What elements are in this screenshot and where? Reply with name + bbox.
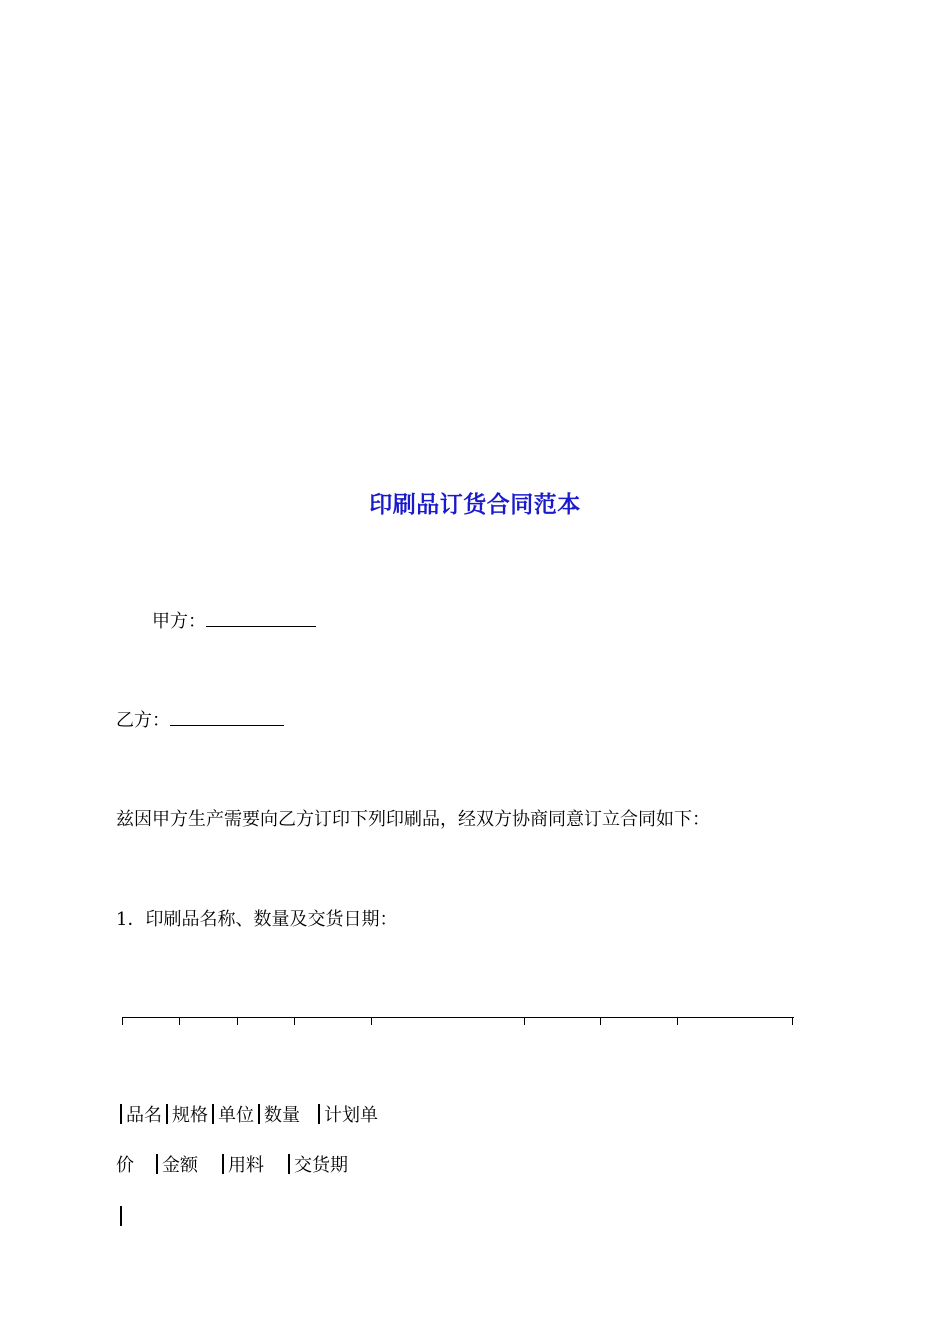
table-tick <box>371 1017 372 1025</box>
column-separator <box>318 1104 320 1124</box>
column-separator <box>120 1206 122 1226</box>
table-header-row-1 <box>116 1104 378 1128</box>
column-separator <box>288 1154 290 1174</box>
party-a-blank <box>206 608 316 627</box>
party-b-label: 乙方： <box>116 710 170 731</box>
column-separator <box>258 1104 260 1124</box>
table-tick <box>294 1017 295 1025</box>
table-tick <box>237 1017 238 1025</box>
party-a-label: 甲方： <box>152 611 206 632</box>
intro-paragraph: 兹因甲方生产需要向乙方订印下列印刷品，经双方协商同意订立合同如下： <box>116 809 710 830</box>
col-spec: 规格 <box>172 1105 208 1126</box>
col-amount: 金额 <box>162 1155 198 1176</box>
party-b-blank <box>170 707 284 726</box>
table-tick <box>792 1017 793 1025</box>
col-unit: 单位 <box>218 1105 254 1126</box>
col-price-part1: 计划单 <box>324 1105 378 1126</box>
column-separator <box>156 1154 158 1174</box>
col-qty: 数量 <box>264 1105 300 1126</box>
table-top-line <box>122 1017 794 1018</box>
col-material: 用料 <box>228 1155 264 1176</box>
document-title: 印刷品订货合同范本 <box>369 492 581 518</box>
col-name: 品名 <box>126 1105 162 1126</box>
clause-1-heading: 1．印刷品名称、数量及交货日期： <box>116 909 398 930</box>
col-price-part2: 价 <box>116 1155 134 1176</box>
table-tick <box>677 1017 678 1025</box>
table-row-start <box>116 1206 126 1230</box>
party-b-line <box>116 707 284 733</box>
column-separator <box>222 1154 224 1174</box>
column-separator <box>120 1104 122 1124</box>
table-tick <box>179 1017 180 1025</box>
table-tick <box>524 1017 525 1025</box>
column-separator <box>212 1104 214 1124</box>
table-tick <box>122 1017 123 1025</box>
col-delivery: 交货期 <box>294 1155 348 1176</box>
party-a-line <box>152 608 316 634</box>
table-header-row-2 <box>116 1154 348 1178</box>
table-tick <box>600 1017 601 1025</box>
column-separator <box>166 1104 168 1124</box>
table-top-rule <box>122 1017 794 1027</box>
